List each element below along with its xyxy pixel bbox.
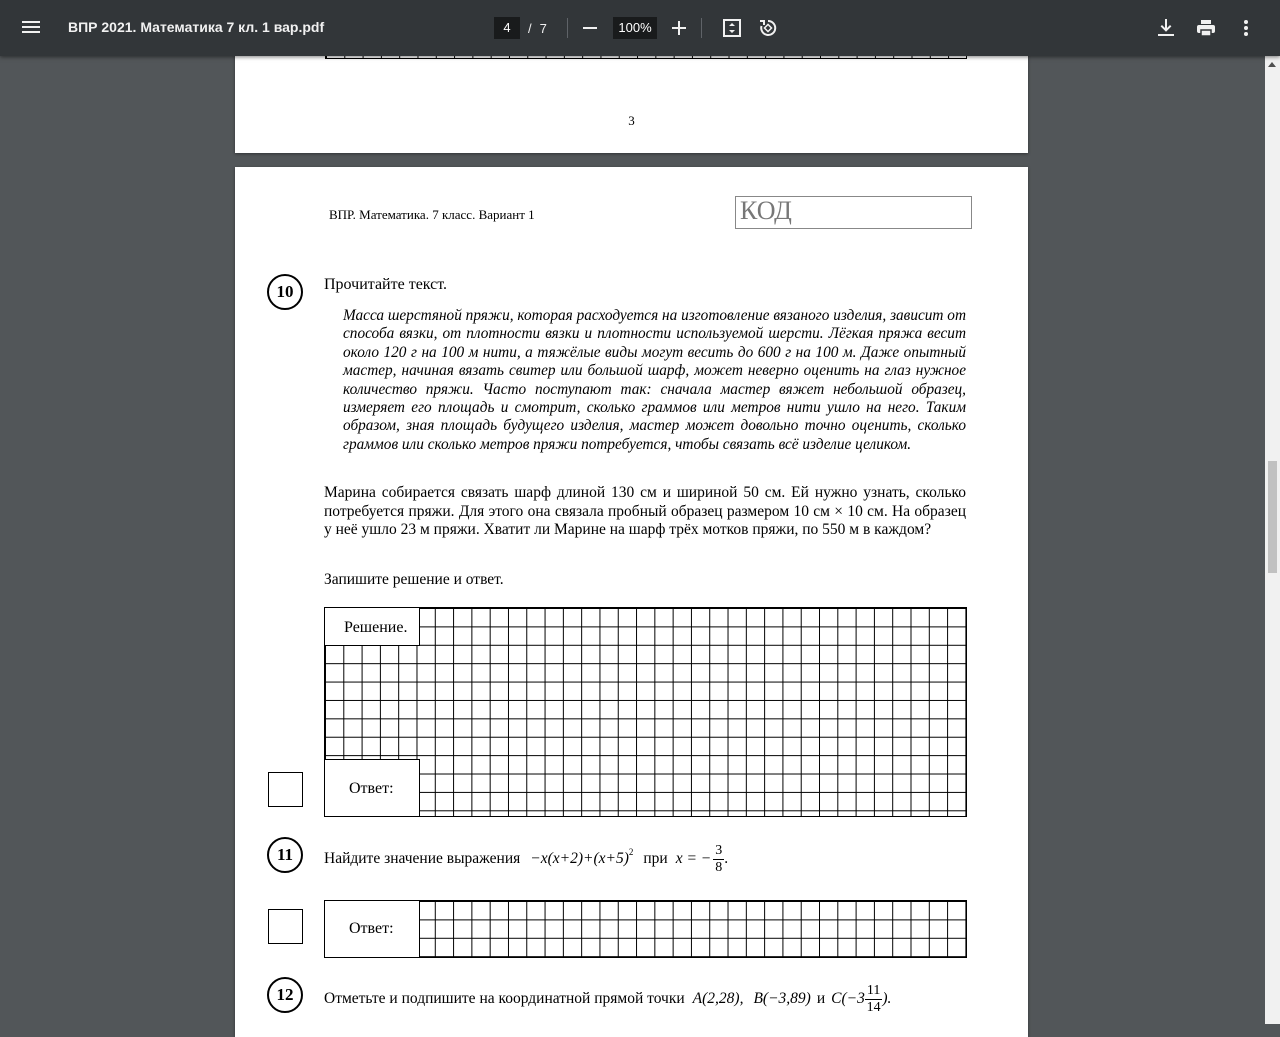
download-icon bbox=[1158, 19, 1174, 37]
fraction-numerator: 11 bbox=[866, 982, 881, 998]
math-expression: −x(x+2)+(x+5) bbox=[530, 850, 629, 867]
fit-to-page-button[interactable] bbox=[720, 16, 744, 40]
print-button[interactable] bbox=[1194, 16, 1218, 40]
more-vert-icon bbox=[1244, 20, 1248, 36]
total-pages: 7 bbox=[539, 20, 547, 36]
rotate-button[interactable] bbox=[756, 16, 780, 40]
page-indicator bbox=[494, 17, 547, 39]
pdf-toolbar bbox=[0, 0, 1280, 56]
more-actions-button[interactable] bbox=[1234, 16, 1258, 40]
zoom-out-button[interactable] bbox=[578, 16, 602, 40]
zoom-in-button[interactable] bbox=[667, 16, 691, 40]
zoom-level-input[interactable]: 100% bbox=[613, 17, 657, 39]
menu-icon[interactable] bbox=[22, 18, 46, 38]
score-box bbox=[268, 772, 303, 807]
point-b: B(−3,89) bbox=[753, 990, 811, 1007]
page-number: 3 bbox=[628, 113, 635, 128]
fit-page-icon bbox=[722, 18, 742, 38]
fraction-denominator: 14 bbox=[866, 999, 881, 1015]
question-number: 12 bbox=[267, 977, 303, 1013]
fraction bbox=[865, 983, 882, 1016]
instruction-text: Запишите решение и ответ. bbox=[324, 571, 504, 588]
fraction bbox=[713, 843, 724, 876]
answer-label: Ответ: bbox=[349, 920, 394, 937]
score-box bbox=[268, 909, 303, 944]
solution-label: Решение. bbox=[344, 619, 408, 636]
document-title: ВПР 2021. Математика 7 кл. 1 вар.pdf bbox=[68, 19, 325, 35]
code-box: КОД bbox=[735, 196, 972, 229]
and-word: и bbox=[816, 990, 826, 1007]
task-text: Марина собирается связать шарф длиной 130 см и шириной 50 см. Ей нужно узнать, сколько потребуется пряжи. Для этого она связала пробный образец размером 10 см × 10 см. На образец у неё ушло 23 м пряжи. Хватит ли Марине на шарф трёх мотков пряжи, по 550 м в каждом? bbox=[324, 484, 966, 539]
page-header: ВПР. Математика. 7 класс. Вариант 1 bbox=[329, 207, 535, 222]
rotate-icon bbox=[758, 18, 778, 38]
variable-value: x = − bbox=[675, 850, 712, 867]
question-number: 10 bbox=[267, 274, 303, 310]
page-number-input[interactable]: 4 bbox=[494, 17, 520, 39]
answer-grid[interactable] bbox=[324, 900, 967, 958]
question-prompt: Прочитайте текст. bbox=[324, 276, 448, 293]
toolbar-divider bbox=[567, 18, 568, 38]
plus-icon bbox=[672, 21, 686, 35]
answer-label: Ответ: bbox=[349, 780, 394, 797]
at-word: при bbox=[643, 850, 668, 867]
scroll-up-icon[interactable] bbox=[1268, 62, 1276, 67]
toolbar-divider bbox=[701, 18, 702, 38]
download-button[interactable] bbox=[1154, 16, 1178, 40]
prompt-text: Отметьте и подпишите на координатной прямой точки bbox=[324, 990, 685, 1007]
reading-text: Масса шерстяной пряжи, которая расходуется на изготовление вязаного изделия, зависит от способа вязки, от плотности вязки и плотности используемой шерсти. Лёгкая пряжа весит около 120 г на 100 м нити, а тяжёлые виды могут весить до 600 г на 100 м. Даже опытный мастер, начиная вязать свитер или большой шарф, может неверно оценить на глаз нужное количество пряжи. Часто поступают так: сначала мастер вяжет небольшой образец, измеряет его площадь и смотрит, сколько граммов или метров нити ушло на него. Таким образом, зная площадь будущего изделия, мастер может довольно точно оценить, сколько граммов или сколько метров пряжи потребуется, чтобы связать всё изделие целиком. bbox=[343, 307, 966, 453]
question-prompt bbox=[324, 975, 891, 1023]
vertical-scrollbar[interactable] bbox=[1265, 56, 1280, 1024]
answer-label-box bbox=[325, 901, 420, 958]
answer-label-box bbox=[325, 759, 420, 817]
print-icon bbox=[1197, 19, 1215, 37]
scrollbar-thumb[interactable] bbox=[1268, 461, 1277, 573]
pdf-page-3 bbox=[235, 40, 1028, 153]
point-c-prefix: C(−3 bbox=[831, 990, 865, 1007]
page-separator: / bbox=[528, 20, 532, 36]
point-a: A(2,28), bbox=[692, 990, 744, 1007]
fraction-denominator: 8 bbox=[715, 859, 723, 875]
solution-label-box bbox=[325, 608, 420, 646]
solution-grid[interactable] bbox=[324, 607, 967, 817]
prompt-text: Найдите значение выражения bbox=[324, 850, 521, 867]
fraction-numerator: 3 bbox=[715, 842, 723, 858]
exponent: 2 bbox=[628, 847, 634, 857]
question-number: 11 bbox=[267, 837, 303, 873]
point-c-suffix: ). bbox=[882, 990, 892, 1007]
question-prompt: Найдите значение выражения −x(x+2)+(x+5) $^2$ при x = − $\frac{3}{8}$ . bbox=[324, 842, 729, 875]
pdf-page-4 bbox=[235, 167, 1028, 1037]
minus-icon bbox=[583, 27, 597, 29]
